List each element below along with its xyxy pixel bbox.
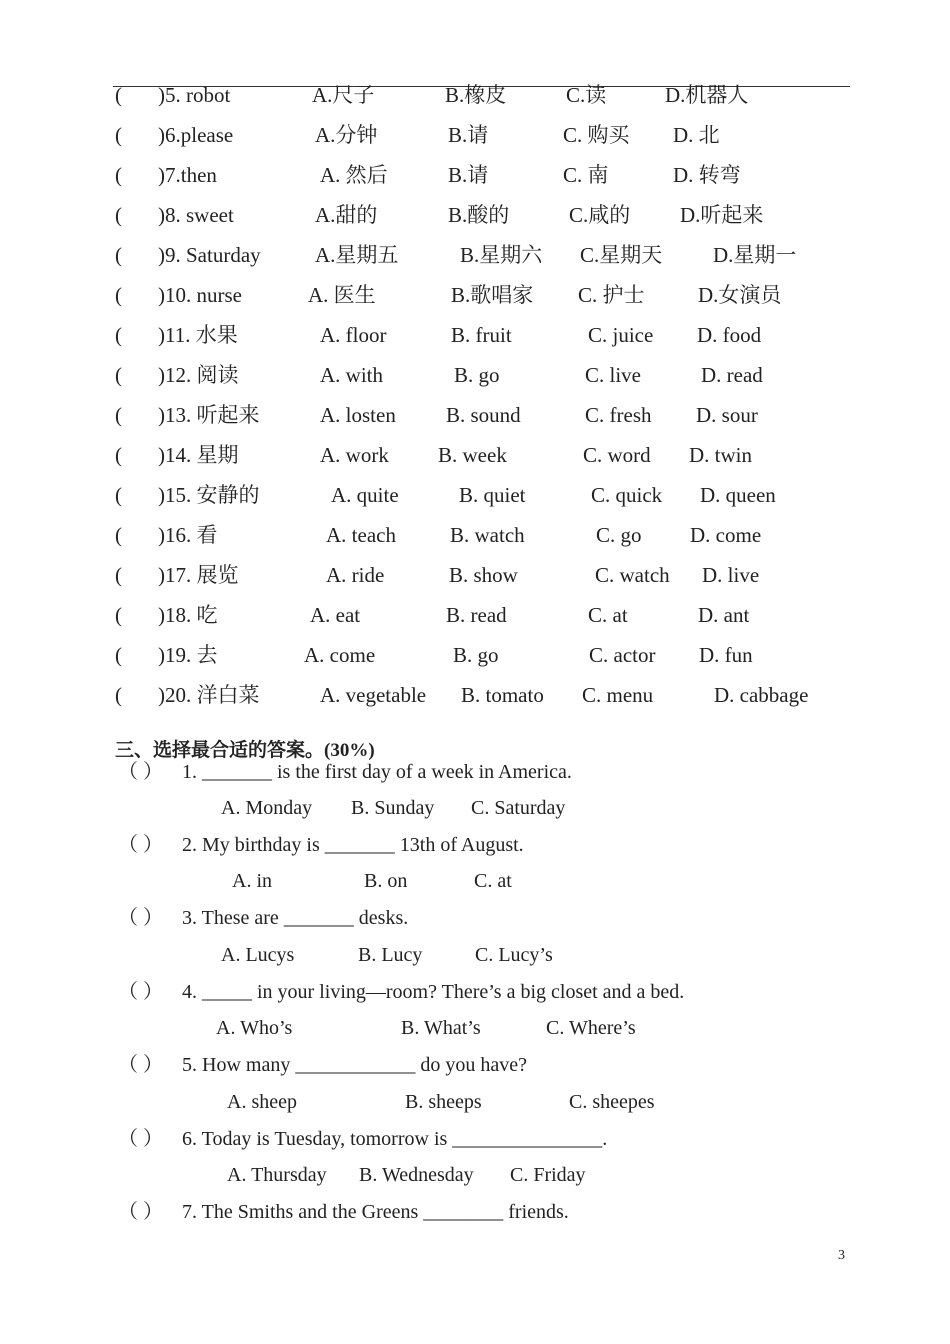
option-d: D.星期一: [713, 243, 797, 267]
option-a[interactable]: A. Monday: [221, 797, 313, 819]
answer-paren[interactable]: (: [115, 563, 122, 587]
item-word: )14. 星期: [158, 443, 239, 467]
option-a: A. work: [320, 443, 389, 467]
vocab-row: [0, 240, 950, 270]
option-d: D. live: [702, 563, 760, 587]
option-a: A. with: [320, 363, 383, 387]
option-c: C. go: [596, 523, 642, 547]
option-b[interactable]: B. Sunday: [351, 797, 435, 819]
question-text: 5. How many ____________ do you have?: [182, 1054, 527, 1076]
options-row: [0, 1160, 950, 1190]
option-c: C. 购买: [563, 123, 630, 147]
item-word: )9. Saturday: [158, 243, 261, 267]
question-text: 7. The Smiths and the Greens ________ friends.: [182, 1201, 569, 1223]
option-d: D. food: [697, 323, 762, 347]
option-a: A. ride: [326, 563, 385, 587]
answer-paren[interactable]: （ ）: [118, 981, 163, 1003]
option-d: D. ant: [698, 603, 750, 627]
option-d: D. come: [690, 523, 762, 547]
option-c: C. quick: [591, 483, 663, 507]
option-c[interactable]: C. at: [474, 870, 512, 892]
option-d: D. cabbage: [714, 683, 809, 707]
question-text: 1. _______ is the first day of a week in America.: [182, 761, 572, 783]
answer-paren[interactable]: （ ）: [118, 1128, 163, 1150]
option-a: A.甜的: [315, 203, 378, 227]
option-a: A.星期五: [315, 243, 399, 267]
option-b[interactable]: B. on: [364, 870, 408, 892]
question-row: [0, 1050, 950, 1080]
option-a[interactable]: A. Thursday: [227, 1164, 327, 1186]
item-word: )11. 水果: [158, 323, 238, 347]
answer-paren[interactable]: (: [115, 323, 122, 347]
item-word: )17. 展览: [158, 563, 239, 587]
option-a: A. 医生: [308, 283, 376, 307]
question-row: [0, 757, 950, 787]
item-word: )5. robot: [158, 83, 231, 107]
option-b: B.星期六: [460, 243, 543, 267]
options-row: [0, 1013, 950, 1043]
option-d: D.女演员: [698, 283, 782, 307]
answer-paren[interactable]: （ ）: [118, 1201, 163, 1223]
option-a[interactable]: A. sheep: [227, 1091, 297, 1113]
option-a: A. floor: [320, 323, 387, 347]
item-word: )18. 吃: [158, 603, 218, 627]
answer-paren[interactable]: （ ）: [118, 1054, 163, 1076]
option-b: B.歌唱家: [451, 283, 534, 307]
item-word: )12. 阅读: [158, 363, 239, 387]
answer-paren[interactable]: (: [115, 523, 122, 547]
option-b: B.橡皮: [445, 83, 507, 107]
vocab-row: [0, 360, 950, 390]
answer-paren[interactable]: (: [115, 483, 122, 507]
answer-paren[interactable]: (: [115, 443, 122, 467]
option-c[interactable]: C. sheepes: [569, 1091, 655, 1113]
item-word: )13. 听起来: [158, 403, 260, 427]
option-a: A. come: [304, 643, 376, 667]
item-word: )7.then: [158, 163, 217, 187]
option-b: B. go: [454, 363, 500, 387]
option-a[interactable]: A. Lucys: [221, 944, 295, 966]
question-row: [0, 1124, 950, 1154]
item-word: )8. sweet: [158, 203, 234, 227]
option-c: C.咸的: [569, 203, 631, 227]
vocab-row: [0, 400, 950, 430]
answer-paren[interactable]: (: [115, 643, 122, 667]
item-word: )20. 洋白菜: [158, 683, 260, 707]
option-b: B. go: [453, 643, 499, 667]
option-d: D. twin: [689, 443, 752, 467]
options-row: [0, 1087, 950, 1117]
option-d: D. fun: [699, 643, 753, 667]
vocab-row: [0, 560, 950, 590]
option-b: B.请: [448, 123, 489, 147]
vocab-row: [0, 200, 950, 230]
vocab-row: [0, 600, 950, 630]
option-a: A. teach: [326, 523, 396, 547]
answer-paren[interactable]: (: [115, 123, 122, 147]
answer-paren[interactable]: (: [115, 163, 122, 187]
option-b: B. fruit: [451, 323, 512, 347]
option-a: A. quite: [331, 483, 399, 507]
option-b: B. read: [446, 603, 507, 627]
option-a[interactable]: A. in: [232, 870, 272, 892]
option-d: D. sour: [696, 403, 758, 427]
vocab-row: [0, 120, 950, 150]
option-c: C. menu: [582, 683, 654, 707]
option-c: C.星期天: [580, 243, 663, 267]
option-b[interactable]: B. sheeps: [405, 1091, 482, 1113]
option-b: B.酸的: [448, 203, 510, 227]
question-text: 6. Today is Tuesday, tomorrow is _______________.: [182, 1128, 608, 1150]
option-c: C. live: [585, 363, 641, 387]
option-c: C. 护士: [578, 283, 645, 307]
vocab-row: [0, 280, 950, 310]
option-b: B. sound: [446, 403, 521, 427]
option-d: D. read: [701, 363, 763, 387]
option-d: D. 北: [673, 123, 720, 147]
item-word: )10. nurse: [158, 283, 242, 307]
option-a: A. losten: [320, 403, 396, 427]
option-a: A.尺子: [312, 83, 375, 107]
option-d: D.机器人: [665, 83, 749, 107]
option-c: C. juice: [588, 323, 654, 347]
question-row: [0, 830, 950, 860]
option-b: B. tomato: [461, 683, 544, 707]
options-row: [0, 866, 950, 896]
item-word: )6.please: [158, 123, 234, 147]
option-c: C. actor: [589, 643, 656, 667]
answer-paren[interactable]: (: [115, 243, 122, 267]
vocab-row: [0, 440, 950, 470]
option-c: C. 南: [563, 163, 609, 187]
question-text: 3. These are _______ desks.: [182, 907, 409, 929]
question-row: [0, 1197, 950, 1227]
option-b[interactable]: B. Wednesday: [359, 1164, 474, 1186]
answer-paren[interactable]: (: [115, 683, 122, 707]
answer-paren[interactable]: （ ）: [118, 907, 163, 929]
item-word: )16. 看: [158, 523, 218, 547]
option-c[interactable]: C. Saturday: [471, 797, 566, 819]
option-b: B. quiet: [459, 483, 526, 507]
vocab-row: [0, 80, 950, 110]
answer-paren[interactable]: (: [115, 283, 122, 307]
answer-paren[interactable]: （ ）: [118, 834, 163, 856]
option-c: C. fresh: [585, 403, 652, 427]
answer-paren[interactable]: (: [115, 363, 122, 387]
question-text: 2. My birthday is _______ 13th of August.: [182, 834, 524, 856]
question-row: [0, 977, 950, 1007]
option-d: D. queen: [700, 483, 776, 507]
vocab-row: [0, 640, 950, 670]
option-c[interactable]: C. Lucy’s: [475, 944, 553, 966]
vocab-row: [0, 480, 950, 510]
option-c[interactable]: C. Where’s: [546, 1017, 636, 1039]
option-b: B. watch: [450, 523, 525, 547]
option-b[interactable]: B. What’s: [401, 1017, 481, 1039]
question-row: [0, 903, 950, 933]
answer-paren[interactable]: (: [115, 603, 122, 627]
vocab-row: [0, 680, 950, 710]
option-d: D. 转弯: [673, 163, 741, 187]
option-d: D.听起来: [680, 203, 764, 227]
option-b[interactable]: B. Lucy: [358, 944, 423, 966]
option-a: A. vegetable: [320, 683, 427, 707]
option-c[interactable]: C. Friday: [510, 1164, 586, 1186]
answer-paren[interactable]: (: [115, 83, 122, 107]
answer-paren[interactable]: (: [115, 403, 122, 427]
option-b: B. week: [438, 443, 507, 467]
vocab-row: [0, 160, 950, 190]
item-word: )19. 去: [158, 643, 218, 667]
option-c: C.读: [566, 83, 607, 107]
option-a: A. 然后: [320, 163, 388, 187]
option-c: C. word: [583, 443, 651, 467]
option-a: A. eat: [310, 603, 361, 627]
vocab-row: [0, 520, 950, 550]
option-a[interactable]: A. Who’s: [216, 1017, 293, 1039]
section-3-title: 三、选择最合适的答案。(30%): [115, 740, 375, 761]
option-b: B. show: [449, 563, 518, 587]
options-row: [0, 940, 950, 970]
answer-paren[interactable]: (: [115, 203, 122, 227]
options-row: [0, 793, 950, 823]
page-number: 3: [838, 1248, 845, 1263]
answer-paren[interactable]: （ ）: [118, 761, 163, 783]
option-a: A.分钟: [315, 123, 378, 147]
option-b: B.请: [448, 163, 489, 187]
vocab-row: [0, 320, 950, 350]
option-c: C. at: [588, 603, 628, 627]
item-word: )15. 安静的: [158, 483, 260, 507]
question-text: 4. _____ in your living—room? There’s a big closet and a bed.: [182, 981, 685, 1003]
option-c: C. watch: [595, 563, 670, 587]
